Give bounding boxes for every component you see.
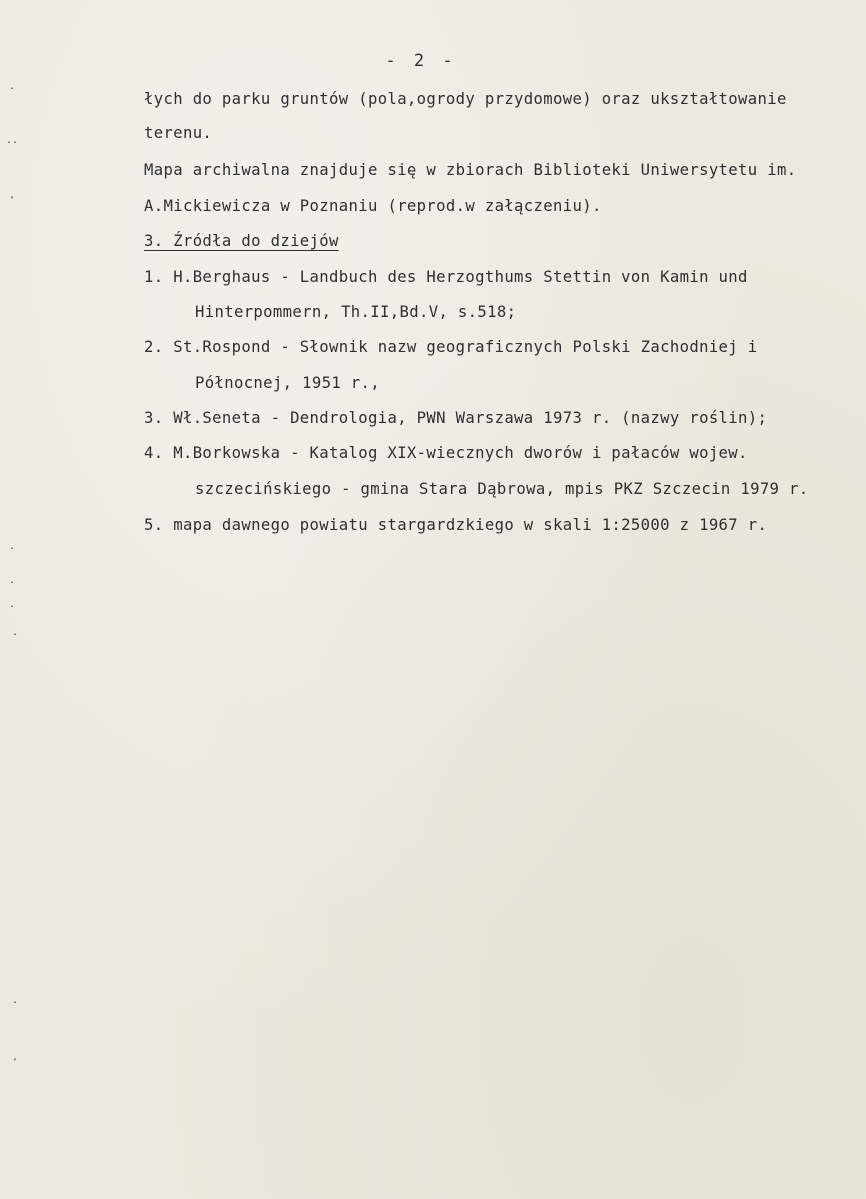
margin-mark: ..: [6, 135, 19, 146]
source-4-line-1: 4. M.Borkowska - Katalog XIX-wiecznych dworów i pałaców wojew.: [144, 444, 748, 462]
margin-mark: ': [9, 195, 16, 206]
paragraph-line-2: terenu.: [144, 124, 213, 142]
source-2-line-1: 2. St.Rospond - Słownik nazw geograficznych Polski Zachodniej i: [144, 338, 758, 356]
source-2-line-2: Północnej, 1951 r.,: [195, 374, 381, 392]
section-heading: 3. Źródła do dziejów: [144, 232, 339, 250]
margin-mark: .: [12, 627, 19, 638]
source-5-line-1: 5. mapa dawnego powiatu stargardzkiego w skali 1:25000 z 1967 r.: [144, 516, 768, 534]
source-1-line-1: 1. H.Berghaus - Landbuch des Herzogthums Stettin von Kamin und: [144, 268, 748, 286]
source-4-line-2: szczecińskiego - gmina Stara Dąbrowa, mpis PKZ Szczecin 1979 r.: [195, 480, 809, 498]
margin-mark: .: [9, 81, 16, 92]
margin-mark: .: [9, 541, 16, 552]
margin-mark: .: [9, 599, 16, 610]
margin-mark: .: [9, 575, 16, 586]
margin-mark: ': [12, 1057, 19, 1068]
paragraph-line-1: łych do parku gruntów (pola,ogrody przydomowe) oraz ukształtowanie: [144, 90, 787, 108]
source-3-line-1: 3. Wł.Seneta - Dendrologia, PWN Warszawa 1973 r. (nazwy roślin);: [144, 409, 768, 427]
page-number: - 2 -: [385, 51, 457, 71]
source-1-line-2: Hinterpommern, Th.II,Bd.V, s.518;: [195, 303, 517, 321]
paragraph-line-4: A.Mickiewicza w Poznaniu (reprod.w załączeniu).: [144, 197, 602, 215]
paragraph-line-3: Mapa archiwalna znajduje się w zbiorach Biblioteki Uniwersytetu im.: [144, 161, 797, 179]
margin-mark: .: [12, 995, 19, 1006]
